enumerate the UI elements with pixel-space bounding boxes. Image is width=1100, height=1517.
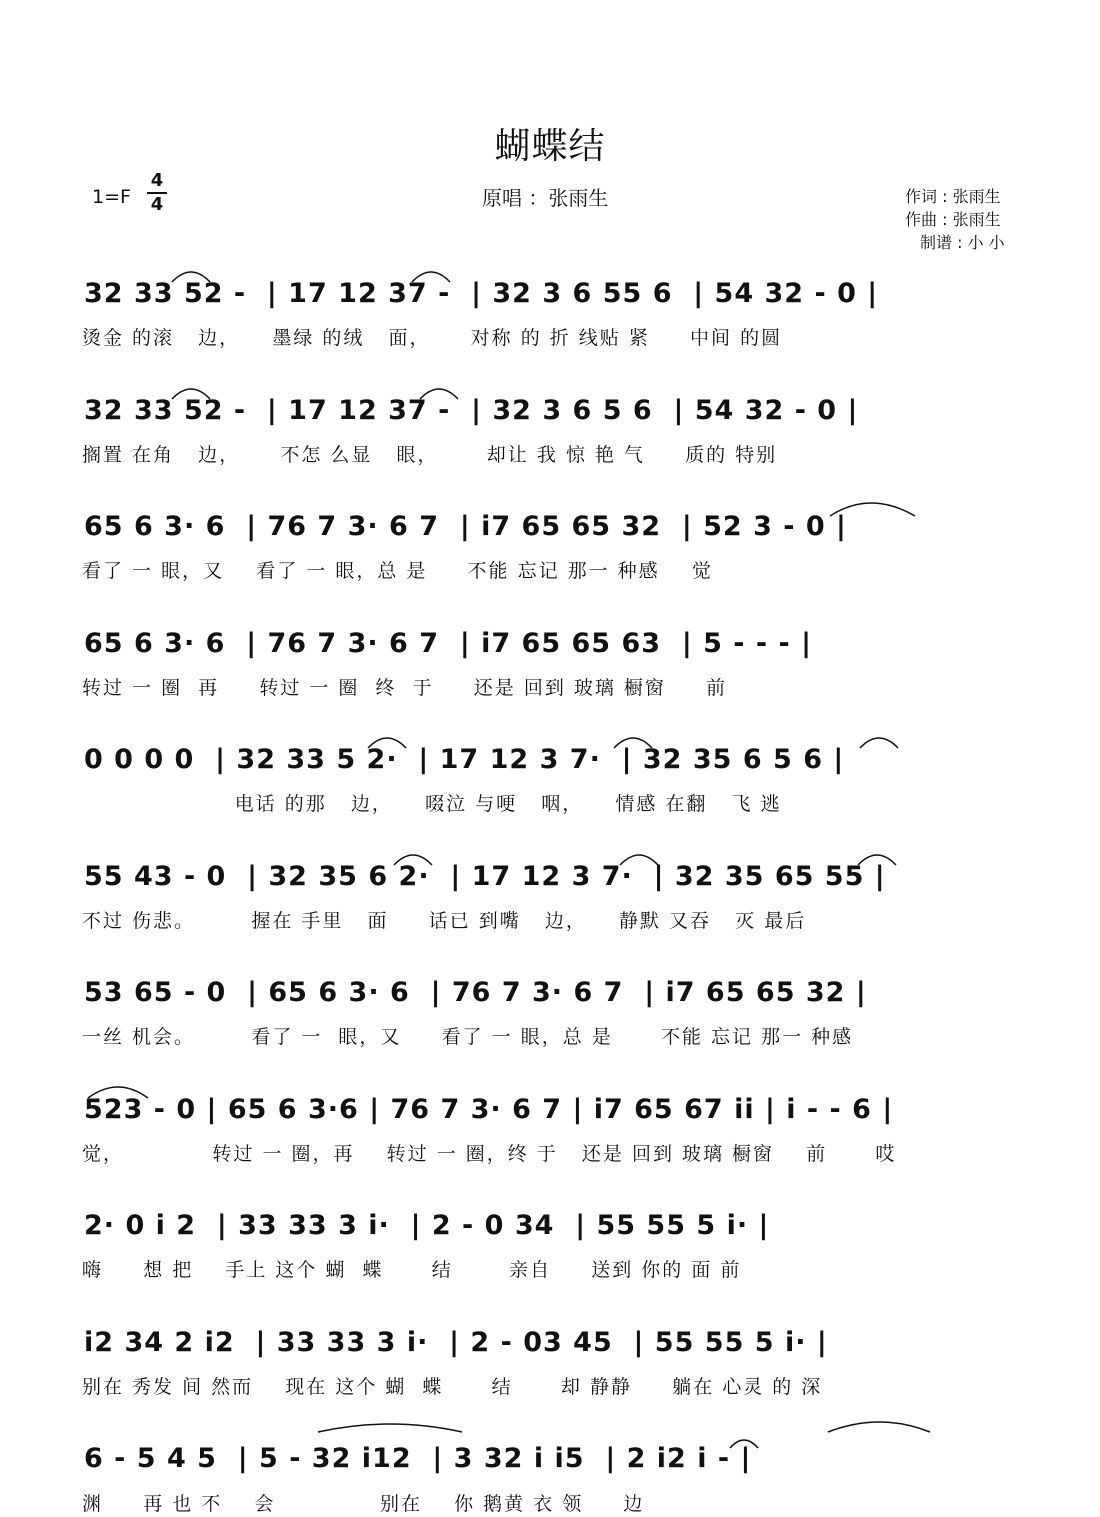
lyrics-row-7: 一丝 机会。 看了 一 眼，又 看了 一 眼，总 是 不能 忘记 那一 种感 [82, 1026, 854, 1048]
notation-row-11: 6 - 5 4 5 | 5 - 32 i12 | 3 32 i i5 | 2 i2 i - | [84, 1443, 752, 1474]
original-singer: 原唱 ：张雨生 [482, 186, 609, 210]
lyrics-row-2: 搁置 在角 边， 不怎 么显 眼， 却让 我 惊 艳 气 质的 特别 [82, 444, 778, 466]
notation-row-10: i2 34 2 i2 | 33 33 3 i· | 2 - 03 45 | 55 55 5 i· | [84, 1327, 828, 1358]
lyricist-credit: 作词 : 张雨生 [905, 187, 1001, 206]
lyrics-row-6: 不过 伤悲。 握在 手里 面 话已 到嘴 边， 静默 又吞 灭 最后 [82, 910, 807, 932]
lyrics-row-10: 别在 秀发 间 然而 现在 这个 蝴 蝶 结 却 静静 躺在 心灵 的 深 [82, 1376, 823, 1398]
notation-row-5: 0 0 0 0 | 32 33 5 2· | 17 12 3 7· | 32 35 6 5 6 | [84, 744, 845, 775]
time-signature-top: 4 [147, 170, 167, 194]
notation-row-4: 65 6 3· 6 | 76 7 3· 6 7 | i7 65 65 63 | 5 - - - | [84, 628, 812, 659]
notation-row-7: 53 65 - 0 | 65 6 3· 6 | 76 7 3· 6 7 | i7 65 65 32 | [84, 977, 867, 1008]
time-signature-bottom: 4 [150, 194, 164, 215]
song-title: 蝴蝶结 [494, 126, 606, 167]
key-signature: 1=F [92, 186, 131, 208]
notation-row-3: 65 6 3· 6 | 76 7 3· 6 7 | i7 65 65 32 | 52 3 - 0 | [84, 511, 847, 542]
lyrics-row-5: 电话 的那 边， 啜泣 与哽 咽， 情感 在翻 飞 逃 [82, 793, 782, 815]
lyrics-row-11: 渊 再 也 不 会 别在 你 鹅黄 衣 领 边 [82, 1493, 645, 1515]
lyrics-row-4: 转过 一 圈 再 转过 一 圈 终 于 还是 回到 玻璃 橱窗 前 [82, 677, 728, 699]
lyrics-row-9: 嗨 想 把 手上 这个 蝴 蝶 结 亲自 送到 你的 面 前 [82, 1259, 742, 1281]
notation-row-8: 523 - 0 | 65 6 3·6 | 76 7 3· 6 7 | i7 65 67 ii | i - - 6 | [84, 1094, 894, 1125]
notation-row-1: 32 33 52 - | 17 12 37 - | 32 3 6 55 6 | 54 32 - 0 | [84, 278, 879, 309]
composer-credit: 作曲 : 张雨生 [905, 210, 1001, 229]
lyrics-row-1: 烫金 的滚 边， 墨绿 的绒 面， 对称 的 折 线贴 紧 中间 的圆 [82, 327, 783, 349]
transcriber-credit: 制谱 : 小 小 [920, 233, 1005, 252]
lyrics-row-8: 觉， 转过 一 圈，再 转过 一 圈，终 于 还是 回到 玻璃 橱窗 前 哎 [82, 1143, 897, 1165]
lyrics-row-3: 看了 一 眼，又 看了 一 眼，总 是 不能 忘记 那一 种感 觉 [82, 560, 713, 582]
notation-row-2: 32 33 52 - | 17 12 37 - | 32 3 6 5 6 | 54 32 - 0 | [84, 395, 859, 426]
notation-row-9: 2· 0 i 2 | 33 33 3 i· | 2 - 0 34 | 55 55 5 i· | [84, 1210, 770, 1241]
notation-row-6: 55 43 - 0 | 32 35 6 2· | 17 12 3 7· | 32 35 65 55 | [84, 861, 886, 892]
